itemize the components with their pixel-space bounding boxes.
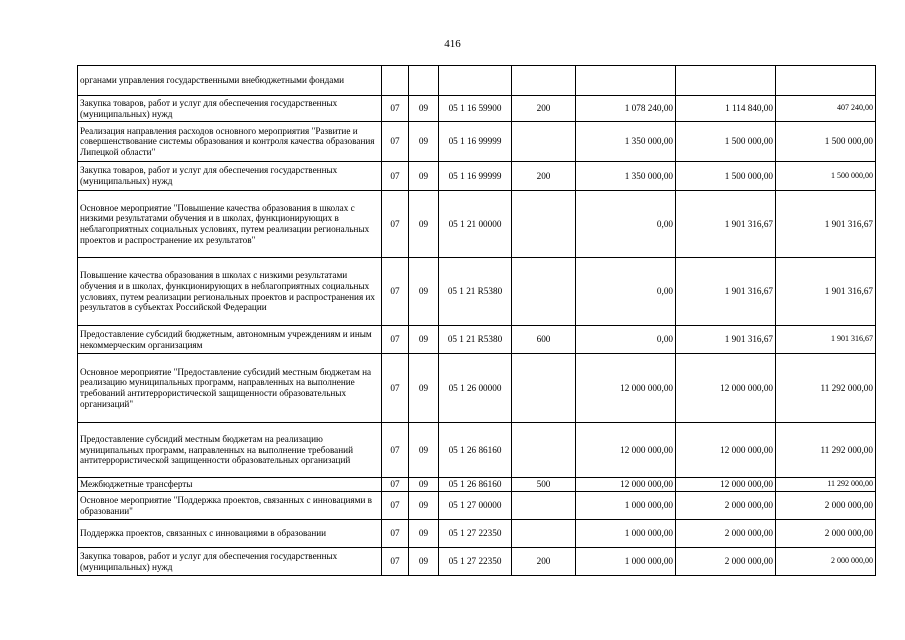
subsection-code-cell: 09	[409, 326, 439, 354]
expense-type-cell	[512, 191, 576, 258]
section-code-cell: 07	[382, 258, 409, 326]
target-article-cell: 05 1 16 99999	[439, 122, 512, 162]
page-number: 416	[444, 38, 461, 50]
subsection-code-cell: 09	[409, 478, 439, 492]
amount-year1-cell: 0,00	[576, 326, 676, 354]
target-article-cell: 05 1 21 R5380	[439, 326, 512, 354]
amount-year1-cell: 1 000 000,00	[576, 492, 676, 520]
row-name-cell: Основное мероприятие "Предоставление субсидий местным бюджетам на реализацию муниципальных программ, направленных на выполнение требований антитеррористической защищенности образовательных организаций"	[78, 354, 382, 423]
table-row	[78, 492, 876, 520]
target-article-cell: 05 1 27 22350	[439, 520, 512, 548]
budget-table	[77, 65, 876, 576]
target-article-cell	[439, 66, 512, 96]
section-code-cell: 07	[382, 96, 409, 122]
row-name-cell: Предоставление субсидий бюджетным, автономным учреждениям и иным некоммерческим организациям	[78, 326, 382, 354]
table-row	[78, 258, 876, 326]
section-code-cell	[382, 66, 409, 96]
row-name-cell: Поддержка проектов, связанных с инновациями в образовании	[78, 520, 382, 548]
target-article-cell: 05 1 27 22350	[439, 548, 512, 576]
subsection-code-cell: 09	[409, 492, 439, 520]
expense-type-cell	[512, 122, 576, 162]
subsection-code-cell	[409, 66, 439, 96]
amount-year3-cell	[776, 66, 876, 96]
section-code-cell: 07	[382, 122, 409, 162]
target-article-cell: 05 1 26 86160	[439, 423, 512, 478]
table-row	[78, 478, 876, 492]
amount-year3-cell: 1 500 000,00	[776, 162, 876, 191]
section-code-cell: 07	[382, 520, 409, 548]
subsection-code-cell: 09	[409, 258, 439, 326]
table-row	[78, 423, 876, 478]
amount-year2-cell: 1 114 840,00	[676, 96, 776, 122]
amount-year2-cell: 1 901 316,67	[676, 191, 776, 258]
amount-year1-cell: 1 000 000,00	[576, 548, 676, 576]
target-article-cell: 05 1 26 86160	[439, 478, 512, 492]
expense-type-cell: 200	[512, 96, 576, 122]
amount-year2-cell: 12 000 000,00	[676, 354, 776, 423]
amount-year2-cell: 1 500 000,00	[676, 122, 776, 162]
row-name-cell: Закупка товаров, работ и услуг для обеспечения государственных (муниципальных) нужд	[78, 96, 382, 122]
section-code-cell: 07	[382, 326, 409, 354]
subsection-code-cell: 09	[409, 96, 439, 122]
amount-year3-cell: 1 901 316,67	[776, 258, 876, 326]
expense-type-cell	[512, 258, 576, 326]
amount-year1-cell: 1 350 000,00	[576, 162, 676, 191]
table-row	[78, 354, 876, 423]
expense-type-cell: 200	[512, 548, 576, 576]
section-code-cell: 07	[382, 354, 409, 423]
subsection-code-cell: 09	[409, 191, 439, 258]
subsection-code-cell: 09	[409, 162, 439, 191]
table-row	[78, 96, 876, 122]
target-article-cell: 05 1 26 00000	[439, 354, 512, 423]
target-article-cell: 05 1 16 99999	[439, 162, 512, 191]
section-code-cell: 07	[382, 492, 409, 520]
amount-year3-cell: 1 901 316,67	[776, 326, 876, 354]
expense-type-cell	[512, 423, 576, 478]
target-article-cell: 05 1 27 00000	[439, 492, 512, 520]
row-name-cell: Основное мероприятие "Повышение качества образования в школах с низкими результатами обучения и в школах, функционирующих в неблагоприятных социальных условиях, путем реализации региональных проектов и распространение их результатов"	[78, 191, 382, 258]
amount-year3-cell: 2 000 000,00	[776, 520, 876, 548]
amount-year1-cell: 12 000 000,00	[576, 423, 676, 478]
amount-year1-cell: 1 000 000,00	[576, 520, 676, 548]
expense-type-cell: 500	[512, 478, 576, 492]
subsection-code-cell: 09	[409, 122, 439, 162]
amount-year1-cell: 0,00	[576, 258, 676, 326]
amount-year3-cell: 1 901 316,67	[776, 191, 876, 258]
amount-year2-cell: 1 500 000,00	[676, 162, 776, 191]
row-name-cell: Межбюджетные трансферты	[78, 478, 382, 492]
subsection-code-cell: 09	[409, 354, 439, 423]
table-row	[78, 548, 876, 576]
amount-year2-cell	[676, 66, 776, 96]
amount-year2-cell: 2 000 000,00	[676, 520, 776, 548]
row-name-cell: Основное мероприятие "Поддержка проектов, связанных с инновациями в образовании"	[78, 492, 382, 520]
amount-year1-cell	[576, 66, 676, 96]
table-body	[78, 66, 876, 576]
subsection-code-cell: 09	[409, 548, 439, 576]
amount-year2-cell: 12 000 000,00	[676, 423, 776, 478]
expense-type-cell	[512, 66, 576, 96]
table-row	[78, 122, 876, 162]
section-code-cell: 07	[382, 191, 409, 258]
subsection-code-cell: 09	[409, 520, 439, 548]
amount-year1-cell: 1 078 240,00	[576, 96, 676, 122]
table-row	[78, 520, 876, 548]
amount-year2-cell: 2 000 000,00	[676, 548, 776, 576]
row-name-cell: Повышение качества образования в школах с низкими результатами обучения и в школах, функционирующих в неблагоприятных социальных условиях, путем реализации региональных проектов и распространения их результатов в субъектах Российской Федерации	[78, 258, 382, 326]
section-code-cell: 07	[382, 548, 409, 576]
section-code-cell: 07	[382, 423, 409, 478]
target-article-cell: 05 1 21 00000	[439, 191, 512, 258]
expense-type-cell: 600	[512, 326, 576, 354]
expense-type-cell: 200	[512, 162, 576, 191]
table-row	[78, 191, 876, 258]
amount-year2-cell: 2 000 000,00	[676, 492, 776, 520]
subsection-code-cell: 09	[409, 423, 439, 478]
amount-year3-cell: 2 000 000,00	[776, 492, 876, 520]
table-row	[78, 66, 876, 96]
table-row	[78, 326, 876, 354]
amount-year3-cell: 407 240,00	[776, 96, 876, 122]
row-name-cell: органами управления государственными внебюджетными фондами	[78, 66, 382, 96]
row-name-cell: Закупка товаров, работ и услуг для обеспечения государственных (муниципальных) нужд	[78, 162, 382, 191]
amount-year3-cell: 2 000 000,00	[776, 548, 876, 576]
amount-year2-cell: 1 901 316,67	[676, 258, 776, 326]
target-article-cell: 05 1 21 R5380	[439, 258, 512, 326]
section-code-cell: 07	[382, 478, 409, 492]
row-name-cell: Реализация направления расходов основного мероприятия "Развитие и совершенствование системы образования и контроля качества образования Липецкой области"	[78, 122, 382, 162]
amount-year3-cell: 11 292 000,00	[776, 423, 876, 478]
amount-year2-cell: 1 901 316,67	[676, 326, 776, 354]
row-name-cell: Предоставление субсидий местным бюджетам на реализацию муниципальных программ, направленных на выполнение требований антитеррористической защищенности образовательных организаций	[78, 423, 382, 478]
amount-year1-cell: 12 000 000,00	[576, 478, 676, 492]
expense-type-cell	[512, 354, 576, 423]
expense-type-cell	[512, 492, 576, 520]
amount-year3-cell: 1 500 000,00	[776, 122, 876, 162]
expense-type-cell	[512, 520, 576, 548]
amount-year1-cell: 1 350 000,00	[576, 122, 676, 162]
amount-year1-cell: 0,00	[576, 191, 676, 258]
amount-year3-cell: 11 292 000,00	[776, 478, 876, 492]
table-row	[78, 162, 876, 191]
row-name-cell: Закупка товаров, работ и услуг для обеспечения государственных (муниципальных) нужд	[78, 548, 382, 576]
section-code-cell: 07	[382, 162, 409, 191]
amount-year1-cell: 12 000 000,00	[576, 354, 676, 423]
target-article-cell: 05 1 16 59900	[439, 96, 512, 122]
amount-year3-cell: 11 292 000,00	[776, 354, 876, 423]
amount-year2-cell: 12 000 000,00	[676, 478, 776, 492]
